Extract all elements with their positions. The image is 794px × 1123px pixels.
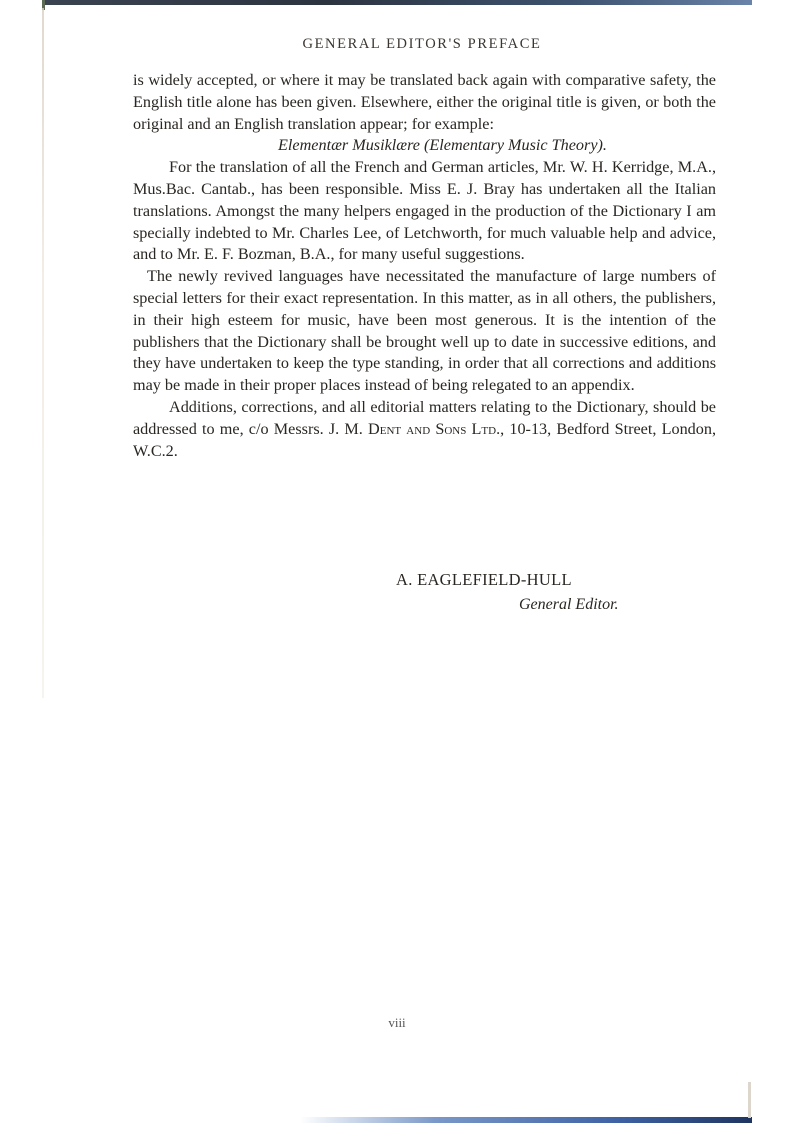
signature-title: General Editor.: [519, 596, 619, 613]
scan-edge-left: [42, 8, 44, 698]
scan-edge-top: [44, 0, 752, 5]
signature-name: A. EAGLEFIELD-HULL: [396, 570, 572, 589]
running-head: GENERAL EDITOR'S PREFACE: [302, 36, 542, 52]
paragraph-translators: For the translation of all the French and German articles, Mr. W. H. Kerridge, M.A., Mus.Bac. Cantab., has been responsible. Miss E. J. Bray has undertaken all the Italian translations. Amongst the many helpers engaged in the production of the Dictionary I am specially indebted to Mr. Charles Lee, of Letchworth, for much valuable help and advice, and to Mr. E. F. Bozman, B.A., for many useful suggestions.: [133, 158, 716, 264]
page-number: viii: [388, 1015, 406, 1030]
paragraph-special-letters: The newly revived languages have necessitated the manufacture of large numbers of special letters for their exact representation. In this matter, as in all others, the publishers, in their high esteem for music, have been most generous. It is the intention of the publishers that the Dictionary shall be brought well up to date in successive editions, and they have undertaken to keep the type standing, in order that all corrections and additions may be made in their proper places instead of being relegated to an appendix.: [133, 267, 716, 395]
publisher-name: Dent and Sons Ltd.: [368, 419, 501, 438]
publisher-address: , 10-13, Bedford Street, London, W.C.2.: [133, 419, 716, 460]
correspondence-text: Additions, corrections, and all editorial matters relating to the Dictionary, should be addressed to me, c/o Messrs. J. M.: [133, 397, 716, 438]
body-text: [133, 70, 716, 462]
scan-edge-bottom: [300, 1117, 752, 1123]
example-title: Elementær Musiklære (Elementary Music Theory).: [278, 136, 607, 155]
paragraph-continuation: is widely accepted, or where it may be translated back again with comparative safety, the English title alone has been given. Elsewhere, either the original title is given, or both the original and an English translation appear; for example:: [133, 71, 716, 133]
paragraph-correspondence: [133, 397, 716, 462]
scan-edge-right: [748, 1082, 751, 1118]
